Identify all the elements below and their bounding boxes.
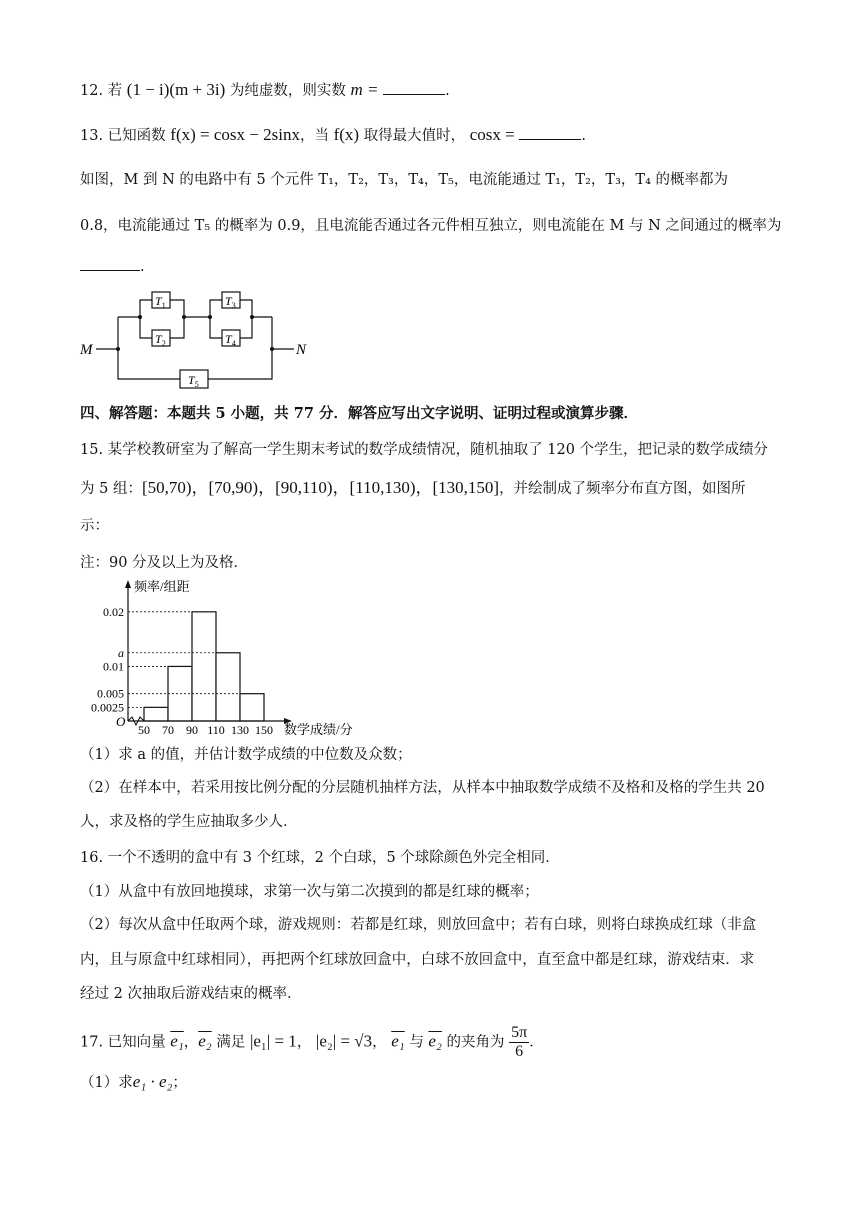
q17-vector-e2: e₂ [198,1031,212,1051]
q12-text-a: 若 [107,83,123,99]
q15-line-3: 示： [80,518,109,534]
q12-answer-blank[interactable] [383,80,445,95]
q14-line-1: 如图，M 到 N 的电路中有 5 个元件 T₁，T₂，T₃，T₄，T₅，电流能通过 T₁，T₂，T₃，T₄ 的概率都为 [80,172,728,188]
x-tick-label-1: 50 [138,723,150,737]
q13-number: 13. [80,128,104,144]
histogram-bar-5 [240,694,264,721]
q17-text-b: 满足 [216,1034,246,1051]
q17-text-c: 与 [409,1034,424,1051]
origin-label: O [116,714,126,729]
q16-part-2-line-2: 内，且与原盒中红球相同），再把两个红球放回盒中，白球不放回盒中，直至盒中都是红球，游戏结束．求 [80,952,755,968]
q17-angle-fraction [509,1024,529,1061]
q15-line-1: 15. 某学校教研室为了解高一学生期末考试的数学成绩情况，随机抽取了 120 个学生，把记录的数学成绩分 [80,442,769,458]
q12-number: 12. [80,83,104,99]
q13-function: f(x) = cosx − 2sinx [170,125,300,144]
q12-expression: (1 − i)(m + 3i) [126,80,226,99]
section-4-heading: 四、解答题：本题共 5 小题，共 77 分．解答应写出文字说明、证明过程或演算步骤． [80,405,638,422]
q17-part-1-end: ； [172,1075,187,1091]
q13-text-b: ，当 [299,128,329,144]
q17-condition-1: |e₁| = 1 [249,1031,297,1051]
x-tick-label-5: 130 [231,723,249,737]
label-t5: $T_5$ [188,373,199,389]
label-t1: $T_1$ [155,294,166,310]
q15-part-2-line-2: 人，求及格的学生应抽取多少人． [80,814,298,830]
x-tick-label-3: 90 [186,723,198,737]
q15-part-1: （1）求 a 的值，并估计数学成绩的中位数及众数； [80,747,412,763]
histogram-bar-4 [216,653,240,721]
q15-part-2-line-1: （2）在样本中，若采用按比例分配的分层随机抽样方法，从样本中抽取数学成绩不及格和及格的学生共 20 [80,780,765,796]
x-axis-label: 数学成绩/分 [284,722,353,737]
q16-part-2-line-1: （2）每次从盒中任取两个球，游戏规则：若都是红球，则放回盒中；若有白球，则将白球换成红球（非盒 [80,917,757,933]
histogram-bar-1 [144,707,168,721]
y-axis-label: 频率/组距 [134,579,190,594]
circuit-diagram [76,282,336,394]
x-tick-label-6: 150 [255,723,273,737]
q17-dot-product: e₁ · e₂ [132,1072,173,1091]
y-tick-label-1: 0.0025 [91,700,124,715]
q17-part-1-label: （1）求 [80,1075,133,1091]
label-n: N [296,342,307,358]
q13-period: . [581,128,586,144]
y-tick-label-3: 0.01 [103,659,124,674]
question-12 [80,80,450,101]
q17-angle-numerator: 5π [511,1024,528,1041]
question-13 [80,125,586,146]
histogram-bar-3 [192,612,216,721]
q17-vector-e2-ref: e₂ [428,1031,442,1051]
q12-text-b: 为纯虚数，则实数 [229,83,346,99]
q17-number: 17. [80,1034,104,1051]
q13-text-a: 已知函数 [107,128,166,144]
q17-angle-denominator: 6 [515,1043,524,1060]
y-axis-arrow [125,580,131,588]
q17-condition-2: |e₂| = √3 [315,1031,373,1051]
q17-vector-e1: e₁ [170,1031,184,1051]
q15-note: 注：90 分及以上为及格． [80,555,249,571]
frequency-histogram [76,578,376,738]
q13-text-c: 取得最大值时， [363,128,466,144]
q12-period: . [445,83,450,99]
label-t3: $T_3$ [225,294,236,310]
label-t2: $T_2$ [155,332,166,348]
x-tick-label-4: 110 [207,723,225,737]
q15-groups: [50,70)，[70,90)，[90,110)，[110,130)，[130,150] [141,478,500,497]
q14-line-2: 0.8，电流能通过 T₅ 的概率为 0.9，且电流能否通过各元件相互独立，则电流能在 M 与 N 之间通过的概率为 [80,218,782,234]
q14-line-3 [80,256,145,277]
q14-answer-blank[interactable] [80,256,140,271]
q13-variable: cosx = [469,125,515,144]
q17-text-a: 已知向量 [107,1034,166,1051]
label-m: M [80,342,93,358]
x-tick-label-2: 70 [162,723,174,737]
q15-line-2-b: ，并绘制成了频率分布直方图，如图所 [499,481,746,497]
q14-period: . [140,259,145,275]
q17-part-1 [80,1072,187,1093]
y-tick-label-2: 0.005 [97,686,124,701]
q16-line-1: 16. 一个不透明的盒中有 3 个红球，2 个白球，5 个球除颜色外完全相同． [80,850,560,866]
y-tick-label-5: 0.02 [103,604,124,619]
q13-function-ref: f(x) [333,125,360,144]
q17-vector-e1-ref: e₁ [391,1031,405,1051]
q15-line-2 [80,478,746,499]
q16-part-2-line-3: 经过 2 次抽取后游戏结束的概率． [80,986,302,1002]
q16-part-1: （1）从盒中有放回地摸球，求第一次与第二次摸到的都是红球的概率； [80,884,539,900]
label-t4: $T_4$ [225,332,236,348]
q17-text-d: 的夹角为 [446,1034,505,1051]
y-tick-label-4: a [118,645,124,660]
q13-answer-blank[interactable] [519,125,581,140]
question-17: 17. 已知向量 e₁，e₂ 满足 |e₁| = 1， |e₂| = √3， e₁ 与 e₂ 的夹角为 $\frac{5\pi}{6}$ ． [80,1024,544,1060]
q15-line-2-a: 为 5 组： [80,481,142,497]
q12-variable: m = [350,80,379,99]
